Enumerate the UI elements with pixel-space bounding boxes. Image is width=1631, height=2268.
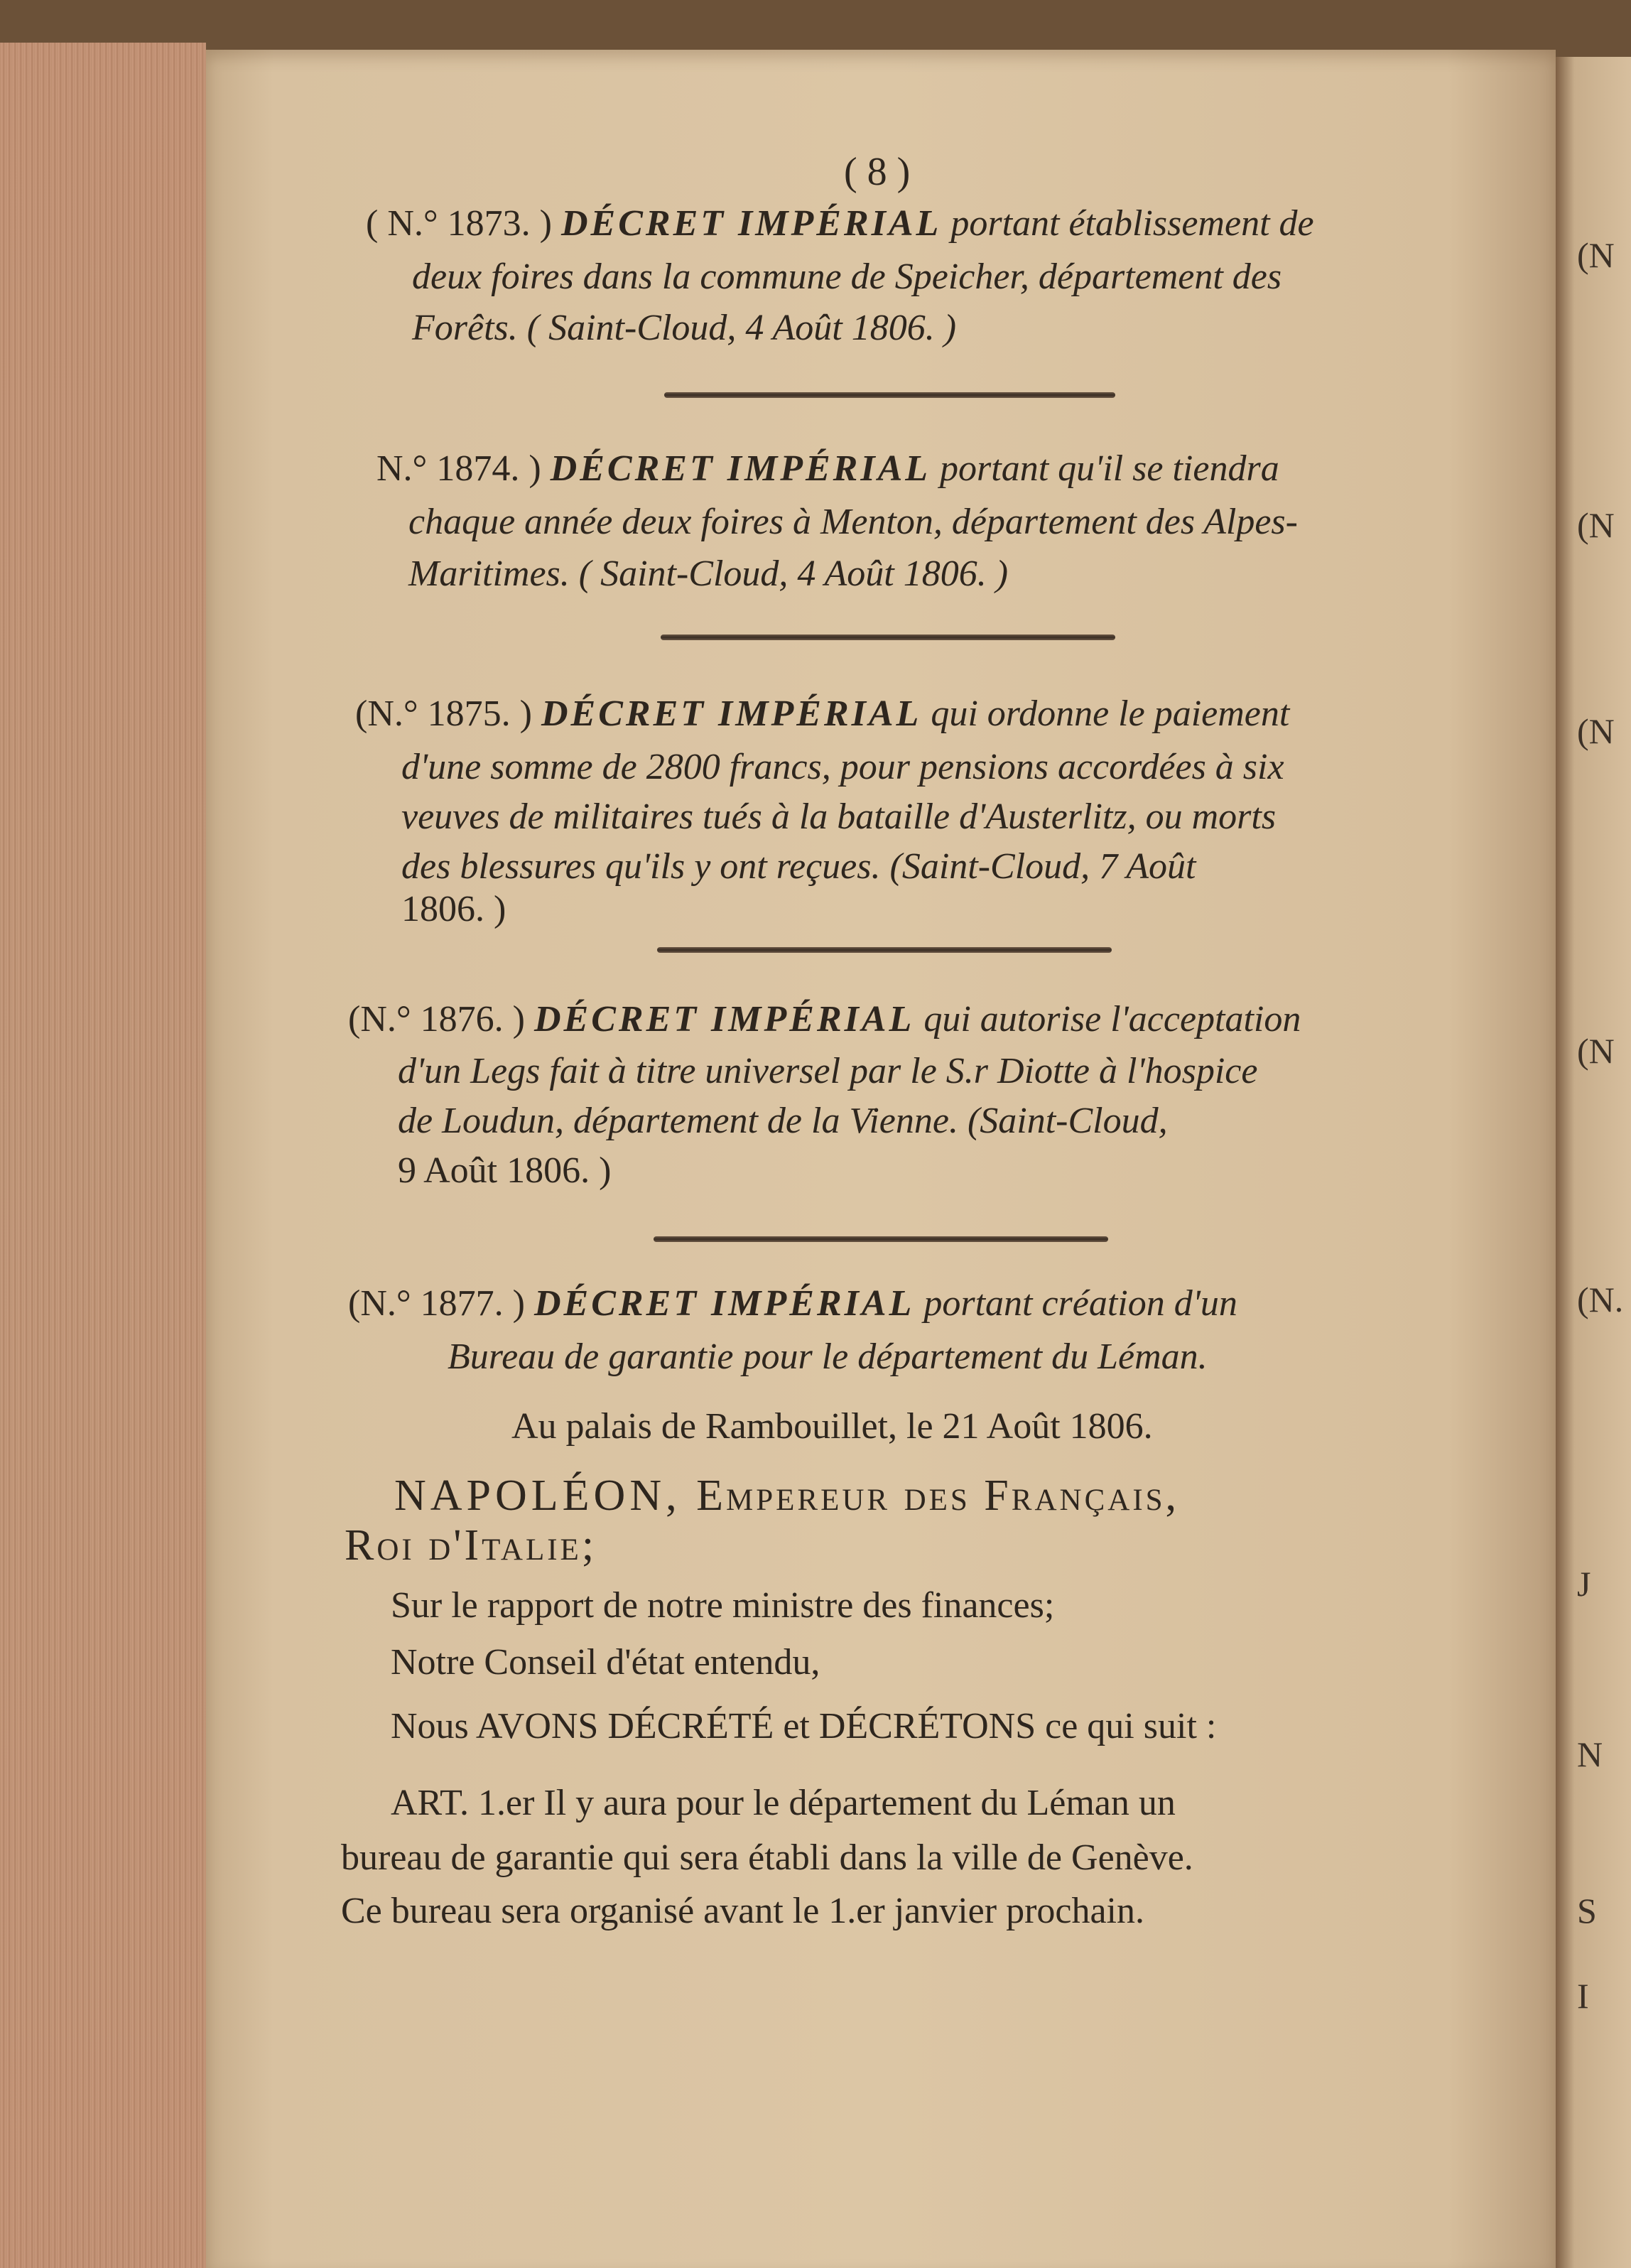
fragment: (N — [1577, 711, 1615, 751]
entry-1873-line3: Forêts. ( Saint-Cloud, 4 Août 1806. ) — [412, 308, 957, 348]
entry-1876-line2: d'un Legs fait à titre universel par le S.r Diotte à l'hospice — [398, 1051, 1258, 1091]
preamble-line: Sur le rapport de notre ministre des finances; — [391, 1585, 1055, 1626]
fragment: J — [1577, 1564, 1591, 1604]
fragment: I — [1577, 1976, 1589, 2016]
entry-1873-line1 — [366, 202, 1314, 244]
entry-1874-line3: Maritimes. ( Saint-Cloud, 4 Août 1806. ) — [408, 554, 1009, 594]
entry-1874-line1 — [376, 448, 1279, 490]
entry-1875-line1 — [355, 693, 1289, 735]
entry-text: portant établissement de — [950, 203, 1314, 244]
page-number: ( 8 ) — [844, 150, 911, 194]
separator-rule — [654, 1236, 1108, 1242]
fragment: (N — [1577, 1031, 1615, 1071]
entry-1876-line3: de Loudun, département de la Vienne. (Saint-Cloud, — [398, 1101, 1168, 1141]
separator-rule — [657, 947, 1112, 953]
entry-1875-line3: veuves de militaires tués à la bataille d'Austerlitz, ou morts — [401, 796, 1277, 837]
preamble-line: Notre Conseil d'état entendu, — [391, 1642, 820, 1683]
entry-number: (N.° 1875. ) — [355, 693, 532, 734]
entry-number: (N.° 1876. ) — [348, 999, 525, 1040]
separator-rule — [664, 392, 1115, 398]
preamble-line: Nous AVONS DÉCRÉTÉ et DÉCRÉTONS ce qui suit : — [391, 1706, 1217, 1746]
entry-1876-line4: 9 Août 1806. ) — [398, 1150, 612, 1191]
article-line: Ce bureau sera organisé avant le 1.er janvier prochain. — [341, 1891, 1144, 1931]
entry-1873-line2: deux foires dans la commune de Speicher, département des — [412, 256, 1282, 297]
entry-1876-line1 — [348, 998, 1301, 1040]
decree-heading: DÉCRET IMPÉRIAL — [541, 693, 922, 734]
entry-1875-line5: 1806. ) — [401, 889, 506, 929]
sovereign-title: Empereur des Français, — [696, 1472, 1180, 1520]
entry-1875-line4: des blessures qu'ils y ont reçues. (Saint-Cloud, 7 Août — [401, 846, 1196, 887]
entry-text: qui ordonne le paiement — [931, 693, 1290, 734]
entry-text: portant création d'un — [923, 1283, 1237, 1324]
napoleon-line1 — [394, 1471, 1179, 1521]
separator-rule — [661, 634, 1115, 640]
article-line: ART. 1.er Il y aura pour le département du Léman un — [391, 1783, 1176, 1823]
entry-number: N.° 1874. ) — [376, 448, 541, 489]
napoleon-line2: Roi d'Italie; — [345, 1521, 597, 1570]
entry-number: ( N.° 1873. ) — [366, 203, 552, 244]
fragment: (N — [1577, 235, 1615, 275]
decree-heading: DÉCRET IMPÉRIAL — [560, 203, 942, 244]
entry-text: qui autorise l'acceptation — [923, 999, 1301, 1040]
fragment: (N — [1577, 505, 1615, 545]
sovereign-name: NAPOLÉON, — [394, 1472, 681, 1520]
entry-number: (N.° 1877. ) — [348, 1283, 525, 1324]
entry-1874-line2: chaque année deux foires à Menton, département des Alpes- — [408, 502, 1298, 542]
page-edges — [0, 43, 206, 2268]
fragment: (N. — [1577, 1280, 1624, 1319]
fragment: S — [1577, 1891, 1597, 1930]
decree-heading: DÉCRET IMPÉRIAL — [533, 999, 915, 1040]
next-page-edge — [1556, 57, 1631, 2268]
decree-heading: DÉCRET IMPÉRIAL — [533, 1283, 915, 1324]
fragment: N — [1577, 1734, 1603, 1774]
entry-1877-line1 — [348, 1282, 1237, 1324]
decree-heading: DÉCRET IMPÉRIAL — [550, 448, 931, 489]
entry-text: portant qu'il se tiendra — [940, 448, 1279, 489]
dateline: Au palais de Rambouillet, le 21 Août 1806. — [511, 1406, 1153, 1447]
entry-1875-line2: d'une somme de 2800 francs, pour pensions accordées à six — [401, 747, 1284, 787]
article-line: bureau de garantie qui sera établi dans la ville de Genève. — [341, 1837, 1193, 1878]
entry-1877-line2: Bureau de garantie pour le département du Léman. — [448, 1336, 1208, 1377]
